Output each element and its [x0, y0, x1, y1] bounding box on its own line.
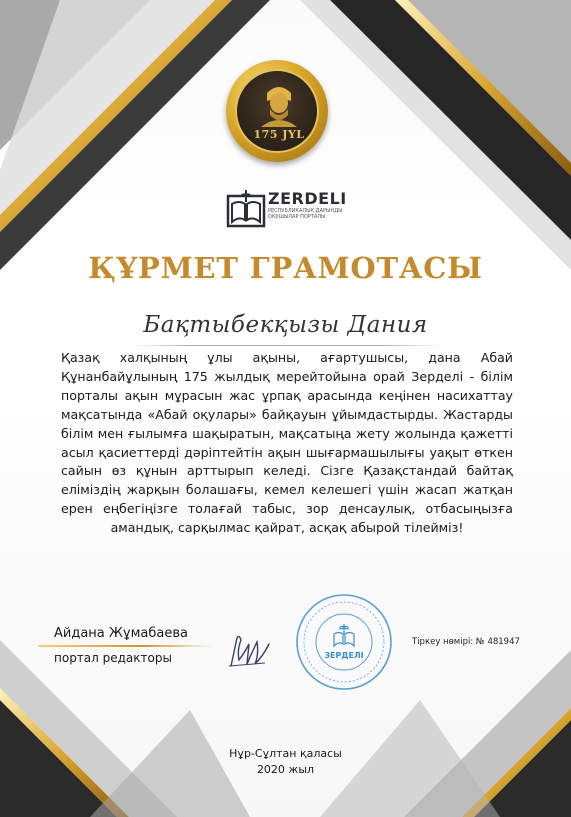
signatory-role: портал редакторы: [54, 651, 172, 665]
open-book-icon: [224, 186, 268, 230]
official-stamp: [294, 592, 394, 692]
medal-face: [235, 69, 319, 153]
signatory-divider: [38, 645, 213, 647]
certificate-body: Қазақ халқының ұлы ақыны, ағартушысы, дана Абай Құнанбайұлының 175 жылдық мерейтойына орай Зерделі - білім порталы ақын мұрасын жас ұрпақ арасында кеңінен насихаттау мақсатында «Абай оқулары» байқауын ұйымдастырды. Жастарды білім мен ғылымға шақыратын, мақсатыңа жету жолында қажетті асыл қасиеттерді дәріптейтін ақын шығармашылығы уақыт өткен сайын өз құнын арттырып келеді. Сізге Қазақстандай байтақ еліміздің жарқын болашағы, кемел келешегі үшін жасап жатқан ерен еңбегіңізге толағай табыс, зор денсаулық, отбасыңызға амандық, сарқылмас қайрат, асқақ абырой тілейміз!: [61, 350, 513, 536]
zerdeli-logo: [224, 186, 364, 230]
registration-number: Тіркеу нөмірі: № 481947: [412, 637, 520, 647]
issue-city: Нұр-Сұлтан қаласы: [229, 747, 342, 760]
logo-name: ZERDELI: [268, 189, 347, 208]
issue-year: 2020 жыл: [256, 763, 315, 776]
medal-text: 175 JYL: [253, 128, 305, 141]
recipient-name: Бақтыбекқызы Дания: [143, 312, 428, 338]
handwritten-signature: [225, 630, 273, 670]
logo-subtitle: РЕСПУБЛИКАЛЫҚ ДАРЫНДЫ ОҚУШЫЛАР ПОРТАЛЫ: [268, 208, 343, 220]
signatory-name: Айдана Жұмабаева: [54, 626, 188, 641]
anniversary-medal: [226, 60, 328, 162]
certificate-title: ҚҰРМЕТ ГРАМОТАСЫ: [88, 251, 483, 285]
abai-portrait-icon: [257, 79, 301, 127]
recipient-underline: [130, 345, 442, 346]
stamp-text: ЗЕРДЕЛІ: [324, 651, 364, 660]
